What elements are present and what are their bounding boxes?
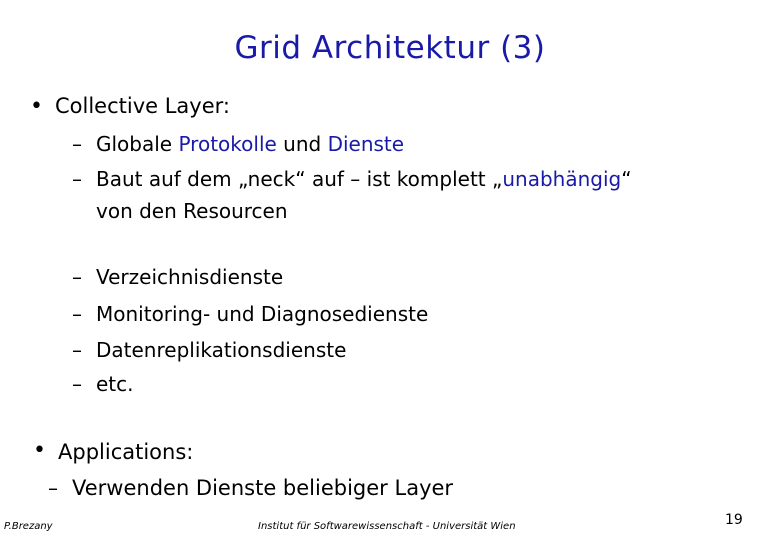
- text-segment: Globale: [96, 132, 179, 156]
- collective-heading: Collective Layer:: [55, 94, 230, 118]
- bullet-collective: •: [30, 94, 43, 119]
- text-segment: und: [276, 132, 328, 156]
- text-segment: Baut auf dem „neck“ auf – ist komplett „: [96, 167, 503, 191]
- applications-heading: Applications:: [58, 440, 194, 464]
- collective-line-2-cont: von den Resourcen: [96, 199, 288, 223]
- list-item: Datenreplikationsdienste: [96, 338, 347, 362]
- list-item: etc.: [96, 372, 134, 396]
- dash-marker: –: [48, 476, 58, 500]
- dash-marker: –: [72, 265, 82, 289]
- footer-institute: Institut für Softwarewissenschaft - Universität Wien: [258, 521, 516, 532]
- dash-marker: –: [72, 302, 82, 326]
- collective-line-2: [96, 167, 632, 191]
- highlight-dienste: Dienste: [327, 132, 405, 156]
- applications-line-1: Verwenden Dienste beliebiger Layer: [72, 476, 454, 500]
- text-segment: “: [621, 167, 632, 191]
- collective-line-1: [96, 132, 404, 156]
- highlight-unabhaengig: unabhängig: [502, 167, 622, 191]
- dash-marker: –: [72, 132, 82, 156]
- slide-title: Grid Architektur (3): [234, 30, 546, 66]
- footer-author: P.Brezany: [4, 521, 53, 532]
- dash-marker: –: [72, 338, 82, 362]
- bullet-applications: •: [33, 438, 46, 463]
- dash-marker: –: [72, 372, 82, 396]
- dash-marker: –: [72, 167, 82, 191]
- list-item: Monitoring- und Diagnosedienste: [96, 302, 429, 326]
- list-item: Verzeichnisdienste: [96, 265, 284, 289]
- page-number: 19: [725, 512, 743, 528]
- highlight-protokolle: Protokolle: [178, 132, 277, 156]
